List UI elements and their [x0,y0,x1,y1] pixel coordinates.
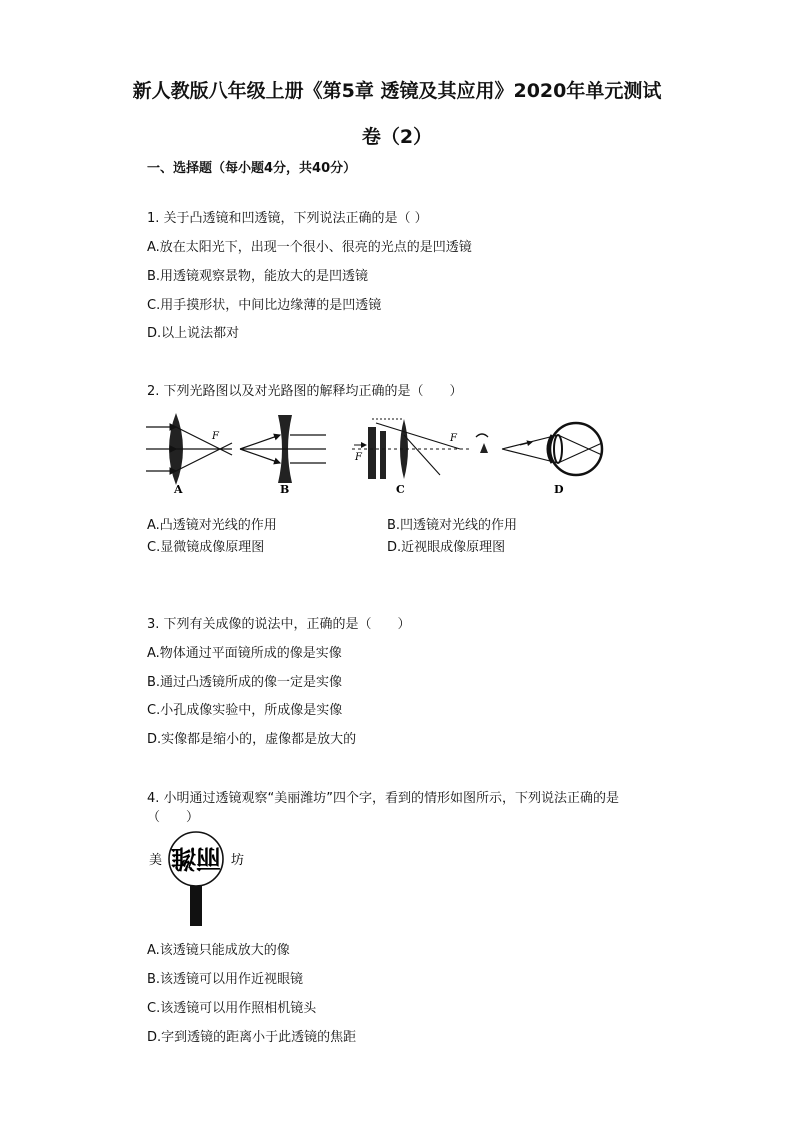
diagram-c [352,419,488,496]
q2-option-c: C.显微镜成像原理图 [147,540,265,555]
q3-option-d: D.实像都是缩小的，虚像都是放大的 [147,732,357,747]
q3-stem: 3. 下列有关成像的说法中，正确的是（ ） [147,617,411,632]
q3-option-c: C.小孔成像实验中，所成像是实像 [147,703,343,718]
diagram-label-b: B [280,483,290,496]
diagram-b [240,415,326,496]
title-line-1: 新人教版八年级上册《第5章 透镜及其应用》2020年单元测试 [132,80,662,102]
q2-option-d: D.近视眼成像原理图 [387,540,506,555]
magnifier-handle [190,886,202,926]
q1-option-c: C.用手摸形状，中间比边缘薄的是凹透镜 [147,298,382,313]
diagram-label-d: D [554,483,564,496]
diagram-a [146,413,232,496]
q3-option-b: B.通过凸透镜所成的像一定是实像 [147,675,343,690]
q3-option-a: A.物体通过平面镜所成的像是实像 [147,646,342,661]
q4-stem: 4. 小明通过透镜观察“美丽潍坊”四个字，看到的情形如图所示，下列说法正确的是 [147,791,620,806]
eye-icon [476,434,488,437]
q4-option-a: A.该透镜只能成放大的像 [147,943,290,958]
q4-option-b: B.该透镜可以用作近视眼镜 [147,972,304,987]
q1-option-a: A.放在太阳光下，出现一个很小、很亮的光点的是凹透镜 [147,240,472,255]
q4-option-d: D.字到透镜的距离小于此透镜的焦距 [147,1030,357,1045]
diagram-label-a: A [174,483,183,496]
q2-option-a: A.凸透镜对光线的作用 [147,518,277,533]
focus-label-c2: F [450,433,457,444]
section-heading: 一、选择题（每小题4分，共40分） [147,161,357,176]
page-title [100,68,694,160]
q1-option-b: B.用透镜观察景物，能放大的是凹透镜 [147,269,369,284]
q1-option-d: D.以上说法都对 [147,326,240,341]
focus-label-a: F [212,431,219,442]
char-left: 美 [149,853,163,868]
inverted-chars: 丽潍 [170,844,222,873]
q4-option-c: C.该透镜可以用作照相机镜头 [147,1001,317,1016]
q4-stem-bracket: （ ） [147,810,200,825]
focus-label-c1: F [355,452,362,463]
q4-magnifier-figure [145,832,255,928]
q2-option-b: B.凹透镜对光线的作用 [387,518,518,533]
char-right: 坊 [231,853,245,868]
q1-stem: 1. 关于凸透镜和凹透镜，下列说法正确的是（ ） [147,211,428,226]
diagram-label-c: C [396,483,405,496]
diagram-d [502,423,602,496]
q2-ray-diagrams [140,405,620,500]
q2-stem: 2. 下列光路图以及对光路图的解释均正确的是（ ） [147,384,463,399]
title-line-2: 卷（2） [361,126,433,148]
